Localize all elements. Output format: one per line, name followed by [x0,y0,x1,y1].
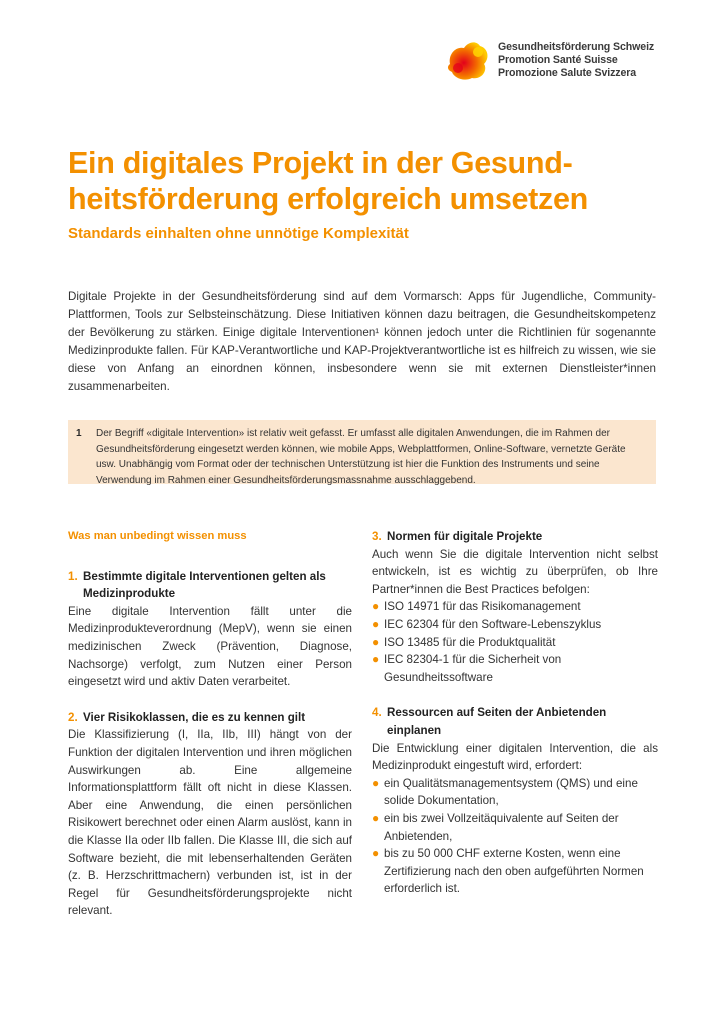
list-item-text: ISO 13485 für die Produktqualität [384,635,556,649]
bullet-icon: ● [372,810,380,825]
list-item-text: bis zu 50 000 CHF externe Kosten, wenn eine Zertifizierung nach den oben aufgeführten Normen erforderlich ist. [384,847,644,896]
logo-text [498,41,654,81]
list-item-text: ISO 14971 für das Risikomanagement [384,600,581,614]
page-title: Ein digitales Projekt in der Gesundheitsförderung erfolgreich umsetzen [68,146,588,216]
list-item [372,598,658,616]
list-item [372,775,658,810]
section-2-heading [68,709,352,727]
section-2-body: Die Klassifizierung (I, IIa, IIb, III) hängt von der Funktion der digitalen Intervention und ihren möglichen Auswirkungen ab. Eine allgemeine Informationsplattform fällt oft nicht in diese Klassen. Aber eine Anwendung, die einen persönlichen Risikowert berechnet oder einen Alarm auslöst, kann in die Klasse IIa oder IIb fallen. Die Klasse III, die sich auf Software bezieht, die mit lebenserhaltenden Geräten (z. B. Herzschrittmachern) verbunden ist, ist in der Regel für Gesundheitsförderungsprojekte nicht relevant. [68,728,352,918]
list-item [372,651,658,686]
section-3-heading [372,528,658,546]
logo-line-it: Promozione Salute Svizzera [498,67,637,80]
logo-line-fr: Promotion Santé Suisse [498,54,618,67]
footnote-box [68,420,656,484]
footnote-number: 1 [76,428,82,439]
footnote-text: Der Begriff «digitale Intervention» ist relativ weit gefasst. Er umfasst alle digitalen Anwendungen, die im Rahmen der Gesundheitsförderung eingesetzt werden können, wie mobile Apps, Webplattformen, Online-Software, vernetzte Geräte usw. Unabhängig vom Format oder der technischen Unterstützung ist hier die Funktion des Instruments und seine Verwendung im Rahmen einer Gesundheitsförderungsmassnahme ausschlaggebend. [96,428,626,486]
list-item-text: ein bis zwei Vollzeitäquivalente auf Seiten der Anbietenden, [384,811,619,843]
bullet-icon: ● [372,775,380,790]
section-4-heading [372,704,658,739]
section-label: Was man unbedingt wissen muss [68,530,247,542]
right-column [372,528,658,898]
bullet-icon: ● [372,634,380,649]
page-subtitle: Standards einhalten ohne unnötige Komplexität [68,225,409,242]
bullet-icon: ● [372,652,380,667]
section-1-number: 1. [68,569,78,583]
section-1-body: Eine digitale Intervention fällt unter die Medizinprodukteverordnung (MepV), wenn sie einen medizinischen Zweck (Prävention, Diagnose, Nachsorge) verfolgt, zum Nutzen einer Person eingesetzt wird und aktiv Daten verarbeitet. [68,604,352,689]
section-2-title: Vier Risikoklassen, die es zu kennen gilt [83,710,306,724]
section-3-number: 3. [372,530,382,543]
section-4-number: 4. [372,706,382,720]
section-3-body: Auch wenn Sie die digitale Intervention nicht selbst entwickeln, ist es wichtig zu überprüfen, ob Ihre Partner*innen die Best Practices befolgen: [372,547,658,596]
list-item [372,845,658,898]
bullet-icon: ● [372,846,380,861]
list-item [372,810,658,845]
section-3-title: Normen für digitale Projekte [387,530,543,543]
section-2-number: 2. [68,710,78,724]
section-4-title: Ressourcen auf Seiten der Anbietenden einplanen [387,706,607,737]
list-item-text: IEC 82304-1 für die Sicherheit von Gesundheitssoftware [384,653,562,684]
intro-paragraph: Digitale Projekte in der Gesundheitsförderung sind auf dem Vormarsch: Apps für Jugendliche, Community-Plattformen, Tools zur Selbsteinschätzung. Diese Initiativen können dazu beitragen, die Gesundheitskompetenz der Bevölkerung zu stärken. Einige digitale Interventionen¹ können jedoch unter die Richtlinien für sogenannte Medizinprodukte fallen. Für KAP-Verantwortliche und KAP-Projektverantwortliche ist es hilfreich zu wissen, wie sie diese von Anfang an einordnen können, insbesondere wenn sie mit externen Dienstleister*innen zusammenarbeiten. [68,290,656,393]
list-item-text: ein Qualitätsmanagementsystem (QMS) und eine solide Dokumentation, [384,776,638,808]
section-4-bullets [372,775,658,898]
logo-flame-icon [444,38,492,82]
section-3-bullets [372,598,658,686]
section-4-body: Die Entwicklung einer digitalen Intervention, die als Medizinprodukt eingestuft wird, erfordert: [372,741,658,773]
logo [444,38,674,84]
list-item [372,616,658,634]
list-item-text: IEC 62304 für den Software-Lebenszyklus [384,617,602,631]
bullet-icon: ● [372,616,380,631]
section-1-heading [68,568,352,603]
section-1-title: Bestimmte digitale Interventionen gelten als Medizinprodukte [83,569,326,601]
logo-line-de: Gesundheitsförderung Schweiz [498,41,655,53]
bullet-icon: ● [372,599,380,614]
list-item [372,634,658,652]
left-column [68,528,352,920]
